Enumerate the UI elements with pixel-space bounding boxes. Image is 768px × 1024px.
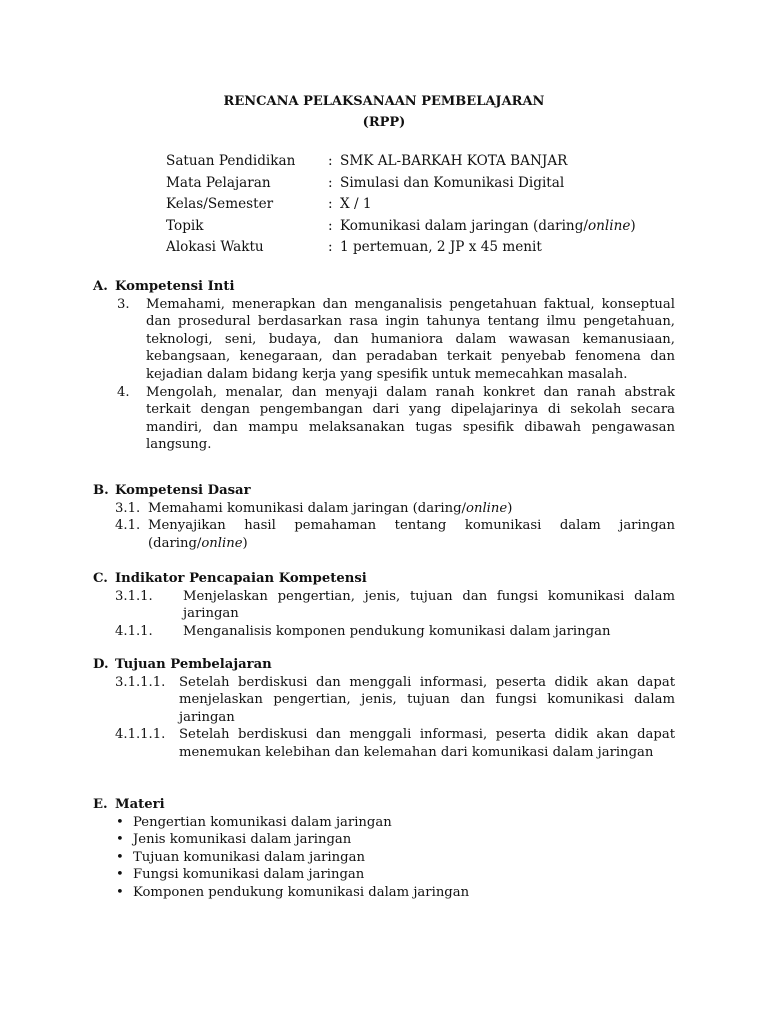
item-text xyxy=(148,517,675,552)
item-text-part: ) xyxy=(242,535,248,551)
info-row xyxy=(166,196,636,218)
section-title: Materi xyxy=(115,797,165,812)
section-letter: A. xyxy=(93,279,108,294)
section-letter: E. xyxy=(93,797,108,812)
list-item xyxy=(93,866,675,884)
list-item xyxy=(93,500,675,518)
list-item xyxy=(93,831,675,849)
section-heading xyxy=(93,656,675,674)
info-row xyxy=(166,218,636,240)
list-item xyxy=(93,726,675,761)
section-letter: B. xyxy=(93,483,109,498)
info-separator: : xyxy=(328,174,333,191)
identity-table xyxy=(166,153,636,261)
info-label: Alokasi Waktu xyxy=(166,239,264,255)
item-text: Setelah berdiskusi dan menggali informasi, peserta didik akan dapat menjelaskan pengertian, jenis, tujuan dan fungsi komunikasi dalam jaringan xyxy=(179,674,675,725)
section-kompetensi-dasar xyxy=(93,482,675,552)
item-text: Menjelaskan pengertian, jenis, tujuan dan fungsi komunikasi dalam jaringan xyxy=(183,588,675,622)
list-item xyxy=(93,849,675,867)
item-text: Komponen pendukung komunikasi dalam jaringan xyxy=(133,884,470,900)
info-value: X / 1 xyxy=(340,196,372,212)
info-value-text: Komunikasi dalam jaringan (daring/ xyxy=(340,217,588,234)
list-item xyxy=(93,384,675,454)
section-tujuan xyxy=(93,656,675,762)
info-separator: : xyxy=(328,239,333,255)
info-label: Mata Pelajaran xyxy=(166,174,271,191)
list-item xyxy=(93,814,675,832)
section-heading xyxy=(93,482,675,500)
section-materi xyxy=(93,796,675,902)
item-text: Tujuan komunikasi dalam jaringan xyxy=(133,849,365,865)
section-letter: D. xyxy=(93,657,109,672)
section-title: Kompetensi Inti xyxy=(115,279,235,294)
info-value xyxy=(340,218,636,240)
info-value: Simulasi dan Komunikasi Digital xyxy=(340,174,565,191)
section-title: Tujuan Pembelajaran xyxy=(115,657,272,672)
item-text: Menganalisis komponen pendukung komunikasi dalam jaringan xyxy=(183,623,611,639)
item-text: Fungsi komunikasi dalam jaringan xyxy=(133,867,365,883)
info-row xyxy=(166,153,636,175)
bullet-icon: • xyxy=(116,867,124,883)
list-item xyxy=(93,884,675,902)
info-label: Satuan Pendidikan xyxy=(166,153,296,169)
info-separator: : xyxy=(328,217,333,234)
item-text: Pengertian komunikasi dalam jaringan xyxy=(133,814,392,830)
section-letter: C. xyxy=(93,571,108,586)
list-item xyxy=(93,517,675,552)
document-subtitle: (RPP) xyxy=(362,115,406,130)
bullet-icon: • xyxy=(116,814,124,830)
bullet-list xyxy=(93,814,675,902)
item-number: 4. xyxy=(117,384,130,400)
item-text: Setelah berdiskusi dan menggali informasi, peserta didik akan dapat menemukan kelebihan dan kelemahan dari komunikasi dalam jaringan xyxy=(179,727,675,760)
info-value: SMK AL-BARKAH KOTA BANJAR xyxy=(340,153,568,169)
item-text: Jenis komunikasi dalam jaringan xyxy=(133,832,352,848)
section-title: Kompetensi Dasar xyxy=(115,483,251,498)
info-value-italic: online xyxy=(587,217,631,234)
bullet-icon: • xyxy=(116,884,124,900)
info-separator: : xyxy=(328,196,333,212)
section-title: Indikator Pencapaian Kompetensi xyxy=(115,571,367,586)
item-text-part: Memahami komunikasi dalam jaringan (daring/ xyxy=(148,500,467,516)
bullet-icon: • xyxy=(116,849,124,865)
item-number: 3.1. xyxy=(115,500,141,516)
list-item xyxy=(93,674,675,727)
item-text-italic: online xyxy=(466,500,508,516)
document-title: RENCANA PELAKSANAAN PEMBELAJARAN xyxy=(223,94,545,109)
bullet-icon: • xyxy=(116,832,124,848)
info-value-text: ) xyxy=(630,217,636,234)
list-item xyxy=(93,296,675,384)
item-number: 3.1.1.1. xyxy=(115,674,166,690)
item-text-part: Menyajikan hasil pemahaman tentang komunikasi dalam jaringan (daring/ xyxy=(148,518,675,551)
info-label: Kelas/Semester xyxy=(166,196,274,212)
list-item xyxy=(93,623,675,641)
list-item xyxy=(93,588,675,623)
item-text xyxy=(148,500,675,518)
item-number: 3.1.1. xyxy=(115,588,153,604)
item-text-part: ) xyxy=(507,500,513,516)
section-heading xyxy=(93,570,675,588)
item-number: 3. xyxy=(117,296,130,312)
section-heading xyxy=(93,278,675,296)
item-number: 4.1.1. xyxy=(115,623,153,639)
section-heading xyxy=(93,796,675,814)
info-row xyxy=(166,175,636,197)
info-row xyxy=(166,239,636,261)
item-text: Memahami, menerapkan dan menganalisis pengetahuan faktual, konseptual dan prosedural berdasarkan rasa ingin tahunya tentang ilmu pengetahuan, teknologi, seni, budaya, dan humaniora dalam wawasan kemanusiaan, kebangsaan, kenegaraan, dan peradaban terkait penyebab fenomena dan kejadian dalam bidang kerja yang spesifik untuk memecahkan masalah. xyxy=(146,296,675,382)
section-kompetensi-inti xyxy=(93,278,675,454)
item-text-italic: online xyxy=(201,535,243,551)
info-label: Topik xyxy=(166,217,204,234)
item-text: Mengolah, menalar, dan menyaji dalam ranah konkret dan ranah abstrak terkait dengan pengembangan dari yang dipelajarinya di sekolah secara mandiri, dan mampu melaksanakan tugas spesifik dibawah pengawasan langsung. xyxy=(146,384,675,453)
item-number: 4.1. xyxy=(115,518,141,534)
section-indikator xyxy=(93,570,675,640)
info-value: 1 pertemuan, 2 JP x 45 menit xyxy=(340,239,542,255)
info-separator: : xyxy=(328,153,333,169)
item-number: 4.1.1.1. xyxy=(115,727,166,743)
